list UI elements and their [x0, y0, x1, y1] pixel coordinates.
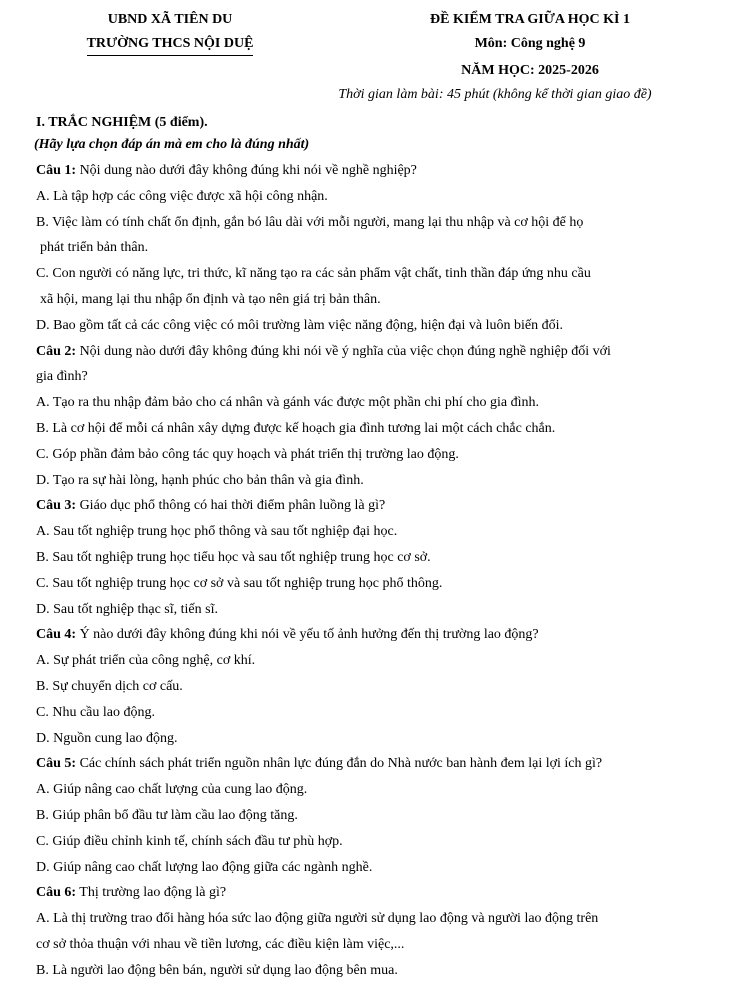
question-text: Ý nào dưới đây không đúng khi nói về yếu tố ảnh hưởng đến thị trường lao động?: [76, 627, 539, 643]
question-label: Câu 2:: [36, 343, 77, 359]
time-note: Thời gian làm bài: 45 phút (không kể thời gian giao đề): [338, 87, 652, 102]
option-line: A. Tạo ra thu nhập đảm bảo cho cá nhân và gánh vác được một phần chi phí cho gia đình.: [36, 395, 540, 411]
option-line: A. Là thị trường trao đổi hàng hóa sức lao động giữa người sử dụng lao động và người lao động trên: [36, 911, 599, 927]
question-5: [36, 751, 700, 777]
question-text: Các chính sách phát triển nguồn nhân lực đúng đắn do Nhà nước ban hành đem lại lợi ích gì?: [76, 756, 603, 772]
option-line: D. Tạo ra sự hài lòng, hạnh phúc cho bản thân và gia đình.: [36, 472, 364, 488]
option-line: xã hội, mang lại thu nhập ổn định và tạo nên giá trị bản thân.: [40, 291, 381, 307]
option-line: A. Sự phát triển của công nghệ, cơ khí.: [36, 653, 256, 669]
question-6: [36, 880, 700, 906]
option-line: C. Sau tốt nghiệp trung học cơ sở và sau tốt nghiệp trung học phổ thông.: [36, 575, 443, 591]
option-line: B. Sau tốt nghiệp trung học tiểu học và sau tốt nghiệp trung học cơ sở.: [36, 549, 431, 565]
exam-content: [36, 112, 700, 984]
question-text: Nội dung nào dưới đây không đúng khi nói về ý nghĩa của việc chọn đúng nghề nghiệp đối với: [76, 343, 611, 359]
option-line: D. Giúp nâng cao chất lượng lao động giữa các ngành nghề.: [36, 859, 373, 875]
question-3: [36, 493, 700, 519]
district-name: UBND XÃ TIÊN DU: [107, 12, 233, 27]
question-label: Câu 3:: [36, 498, 77, 514]
question-label: Câu 4:: [36, 627, 77, 643]
option-line: D. Nguồn cung lao động.: [36, 730, 178, 746]
header-left: [40, 8, 300, 56]
option-line: D. Sau tốt nghiệp thạc sĩ, tiến sĩ.: [36, 601, 218, 617]
question-1: [36, 158, 700, 184]
question-text: Thị trường lao động là gì?: [76, 885, 227, 901]
option-line: D. Bao gồm tất cả các công việc có môi trường làm việc năng động, hiện đại và luôn biến đổi.: [36, 317, 564, 333]
subject-name: Môn: Công nghệ 9: [474, 36, 586, 51]
question-text: Giáo dục phổ thông có hai thời điểm phân luồng là gì?: [76, 498, 386, 514]
option-line: B. Là cơ hội để mỗi cá nhân xây dựng được kế hoạch gia đình tương lai một cách chắc chắn.: [36, 420, 556, 436]
question-label: Câu 1:: [36, 163, 77, 178]
question-text: Nội dung nào dưới đây không đúng khi nói về nghề nghiệp?: [76, 163, 417, 178]
option-line: B. Giúp phân bổ đầu tư làm cầu lao động tăng.: [36, 807, 298, 823]
option-line: B. Việc làm có tính chất ổn định, gắn bó lâu dài với mỗi người, mang lại thu nhập và cơ hội để họ: [36, 214, 584, 230]
question-text-continued: gia đình?: [36, 369, 88, 385]
option-line: A. Là tập hợp các công việc được xã hội công nhận.: [36, 188, 328, 204]
option-line: A. Sau tốt nghiệp trung học phổ thông và sau tốt nghiệp đại học.: [36, 524, 398, 540]
header-right: [360, 8, 700, 83]
option-line: C. Nhu cầu lao động.: [36, 704, 155, 720]
question-label: Câu 6:: [36, 885, 77, 901]
option-line: C. Con người có năng lực, tri thức, kĩ năng tạo ra các sản phẩm vật chất, tinh thần đáp ứng nhu cầu: [36, 266, 591, 282]
option-line: phát triển bản thân.: [40, 240, 149, 256]
exam-title: ĐỀ KIỂM TRA GIỮA HỌC KÌ 1: [430, 12, 630, 27]
school-year: NĂM HỌC: 2025-2026: [461, 63, 599, 78]
question-label: Câu 5:: [36, 756, 77, 772]
option-line: B. Sự chuyển dịch cơ cấu.: [36, 678, 183, 694]
section-title: I. TRẮC NGHIỆM (5 điểm).: [36, 115, 208, 130]
option-line: C. Góp phần đảm bảo công tác quy hoạch và phát triển thị trường lao động.: [36, 446, 459, 462]
school-name: TRƯỜNG THCS NỘI DUỆ: [87, 34, 254, 56]
question-2: [36, 339, 700, 365]
option-line: A. Giúp nâng cao chất lượng của cung lao động.: [36, 782, 308, 798]
option-line: cơ sở thỏa thuận với nhau về tiền lương, các điều kiện làm việc,...: [36, 936, 405, 952]
question-4: [36, 622, 700, 648]
option-line: C. Giúp điều chỉnh kinh tế, chính sách đầu tư phù hợp.: [36, 833, 343, 849]
option-line: B. Là người lao động bên bán, người sử dụng lao động bên mua.: [36, 962, 398, 978]
section-instruction: (Hãy lựa chọn đáp án mà em cho là đúng nhất): [34, 137, 310, 152]
